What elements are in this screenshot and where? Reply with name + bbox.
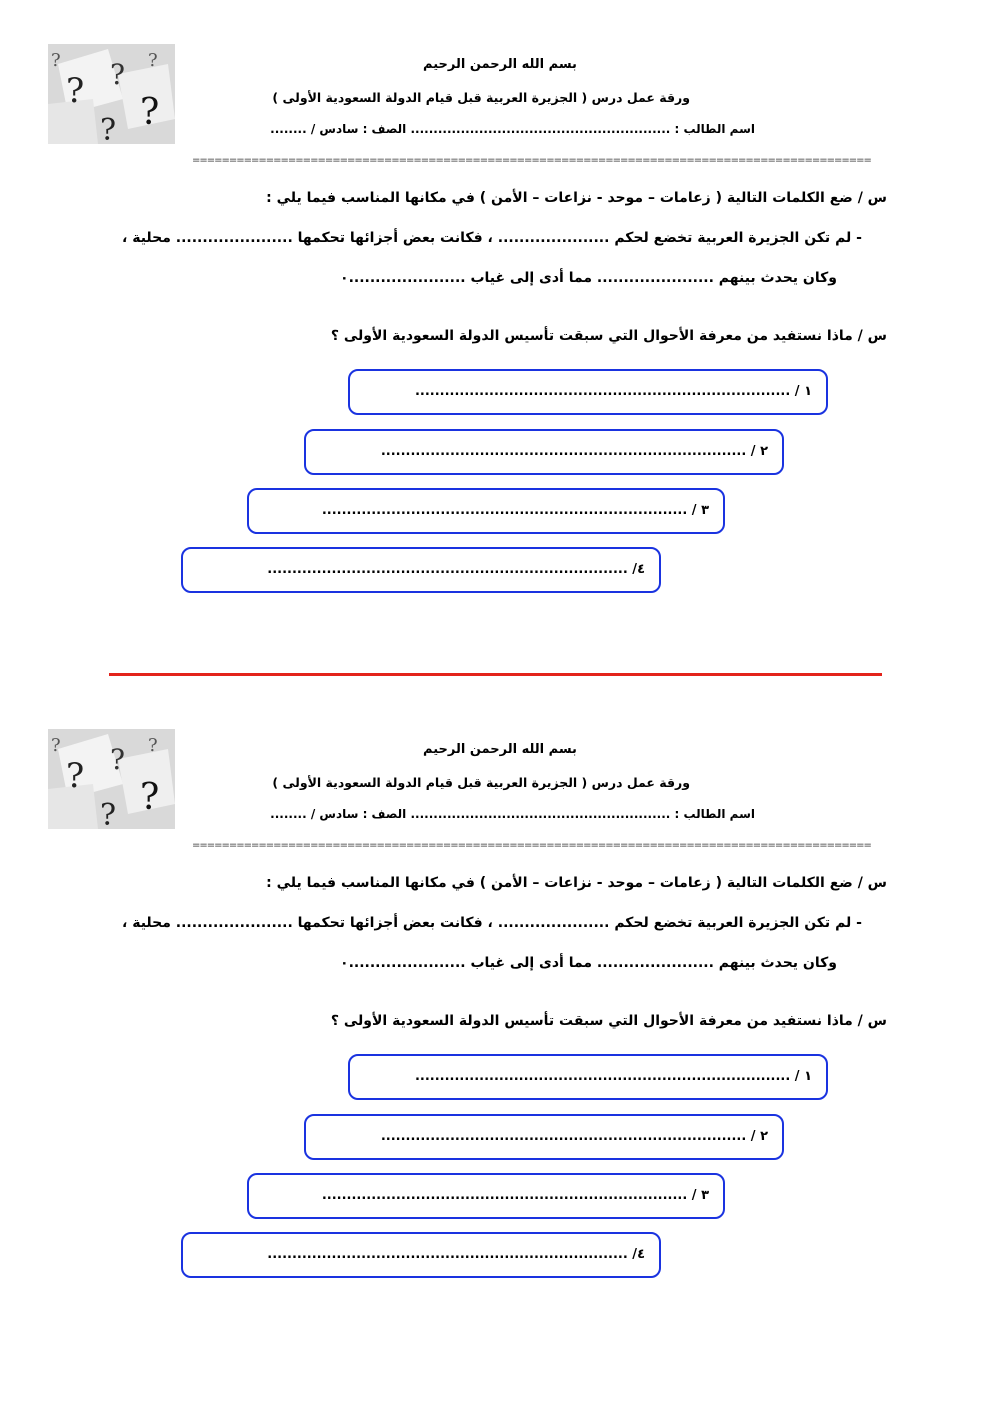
red-divider — [109, 673, 882, 676]
separator: ============================================================================================ — [192, 840, 871, 851]
basmala: بسم الله الرحمن الرحيم — [423, 57, 577, 72]
question-2-prompt: س / ماذا نستفيد من معرفة الأحوال التي سبقت تأسيس الدولة السعودية الأولى ؟ — [330, 328, 887, 344]
answer-box-4[interactable] — [181, 547, 661, 593]
answer-line-4: ٤/ ......................................................................... — [267, 562, 645, 577]
answer-box-1[interactable] — [348, 369, 828, 415]
question-marks-image — [48, 44, 175, 148]
svg-text:?: ? — [66, 71, 85, 111]
worksheet-title: ورقة عمل درس ( الجزيرة العربية قبل قيام الدولة السعودية الأولى ) — [272, 775, 690, 790]
answer-line-4: ٤/ ......................................................................... — [267, 1247, 645, 1262]
answer-box-1[interactable] — [348, 1054, 828, 1100]
answer-line-1: ١ / ............................................................................ — [414, 1069, 812, 1084]
question-marks-icon — [48, 729, 175, 833]
question-1-line-1: - لم تكن الجزيرة العربية تخضع لحكم ..................... ، فكانت بعض أجزائها تحكمها ...................... محلية ، — [122, 230, 862, 246]
svg-text:?: ? — [140, 777, 160, 818]
answer-line-2: ٢ / .......................................................................... — [380, 444, 768, 459]
question-1-line-2: وكان يحدث بينهم ...................... مما أدى إلى غياب ......................٠ — [340, 955, 837, 971]
svg-text:?: ? — [148, 50, 158, 71]
answer-box-2[interactable] — [304, 1114, 784, 1160]
svg-text:?: ? — [100, 113, 117, 148]
answer-line-2: ٢ / .......................................................................... — [380, 1129, 768, 1144]
basmala: بسم الله الرحمن الرحيم — [423, 742, 577, 757]
answer-box-2[interactable] — [304, 429, 784, 475]
worksheet-2 — [0, 685, 992, 1325]
answer-box-3[interactable] — [247, 488, 725, 534]
svg-text:?: ? — [100, 798, 117, 833]
question-1-line-2: وكان يحدث بينهم ...................... مما أدى إلى غياب ......................٠ — [340, 270, 837, 286]
answer-line-1: ١ / ............................................................................ — [414, 384, 812, 399]
worksheet-title: ورقة عمل درس ( الجزيرة العربية قبل قيام الدولة السعودية الأولى ) — [272, 90, 690, 105]
separator: ============================================================================================ — [192, 155, 871, 166]
question-1-prompt: س / ضع الكلمات التالية ( زعامات – موحد - نزاعات – الأمن ) في مكانها المناسب فيما يلي : — [266, 190, 887, 206]
worksheet-1 — [0, 0, 992, 640]
question-1-line-1: - لم تكن الجزيرة العربية تخضع لحكم ..................... ، فكانت بعض أجزائها تحكمها ...................... محلية ، — [122, 915, 862, 931]
question-marks-image — [48, 729, 175, 833]
student-name-line: اسم الطالب : ......................................................... الصف : سادس / ........ — [270, 122, 755, 136]
answer-line-3: ٣ / .......................................................................... — [321, 1188, 709, 1203]
svg-text:?: ? — [110, 743, 126, 776]
svg-text:?: ? — [51, 735, 61, 756]
question-marks-icon — [48, 44, 175, 148]
question-1-prompt: س / ضع الكلمات التالية ( زعامات – موحد - نزاعات – الأمن ) في مكانها المناسب فيما يلي : — [266, 875, 887, 891]
answer-box-4[interactable] — [181, 1232, 661, 1278]
svg-text:?: ? — [148, 735, 158, 756]
svg-text:?: ? — [110, 58, 126, 91]
svg-text:?: ? — [140, 92, 160, 133]
answer-box-3[interactable] — [247, 1173, 725, 1219]
question-2-prompt: س / ماذا نستفيد من معرفة الأحوال التي سبقت تأسيس الدولة السعودية الأولى ؟ — [330, 1013, 887, 1029]
svg-text:?: ? — [51, 50, 61, 71]
student-name-line: اسم الطالب : ......................................................... الصف : سادس / ........ — [270, 807, 755, 821]
answer-line-3: ٣ / .......................................................................... — [321, 503, 709, 518]
svg-text:?: ? — [66, 756, 85, 796]
